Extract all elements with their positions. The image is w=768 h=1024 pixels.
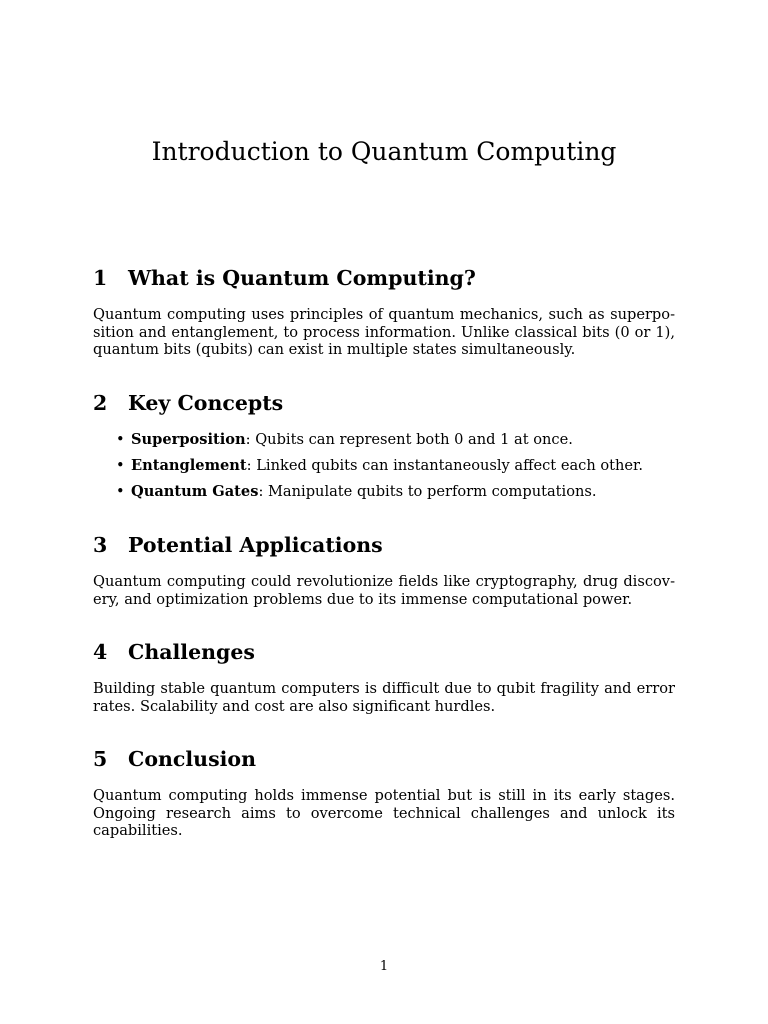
section-heading [93,531,675,559]
section-heading [93,389,675,417]
bullet-icon: • [116,457,125,474]
list-item-term: Superposition [131,431,246,448]
section-title: Key Concepts [128,391,284,415]
section-title: Conclusion [128,747,256,771]
bullet-icon: • [116,431,125,448]
section-heading [93,264,675,292]
section-key-concepts [93,389,675,509]
section-title: What is Quantum Computing? [128,266,476,290]
section-potential-applications [93,531,675,608]
list-item-text: : Qubits can represent both 0 and 1 at once. [245,431,573,448]
key-concepts-list [93,431,675,501]
section-what-is-quantum-computing [93,264,675,359]
list-item-text: : Manipulate qubits to perform computations. [258,483,597,500]
list-item [93,431,675,449]
section-title: Potential Applications [128,533,383,557]
section-paragraph: Quantum computing could revolutionize fields like cryptography, drug discovery, and optimization problems due to its immense computational power. [93,573,675,608]
list-item-term: Quantum Gates [131,483,259,500]
list-item [93,457,675,475]
section-heading [93,638,675,666]
section-paragraph: Quantum computing uses principles of quantum mechanics, such as superposition and entanglement, to process information. Unlike classical bits (0 or 1), quantum bits (qubits) can exist in multiple states simultaneously. [93,306,675,358]
section-number: 1 [93,266,108,290]
bullet-icon: • [116,483,125,500]
section-heading [93,745,675,773]
section-conclusion [93,745,675,840]
section-paragraph: Building stable quantum computers is difficult due to qubit fragility and error rates. Scalability and cost are also significant hurdles. [93,680,675,715]
section-number: 2 [93,391,108,415]
page-number: 1 [379,959,389,974]
list-item-term: Entanglement [131,457,247,474]
section-title: Challenges [128,640,255,664]
list-item [93,483,675,501]
section-challenges [93,638,675,715]
section-number: 4 [93,640,108,664]
document-title: Introduction to Quantum Computing [151,137,617,166]
list-item-text: : Linked qubits can instantaneously affect each other. [246,457,644,474]
section-paragraph: Quantum computing holds immense potential but is still in its early stages. Ongoing research aims to overcome technical challenges and unlock its capabilities. [93,787,675,839]
section-number: 5 [93,747,108,771]
section-number: 3 [93,533,108,557]
